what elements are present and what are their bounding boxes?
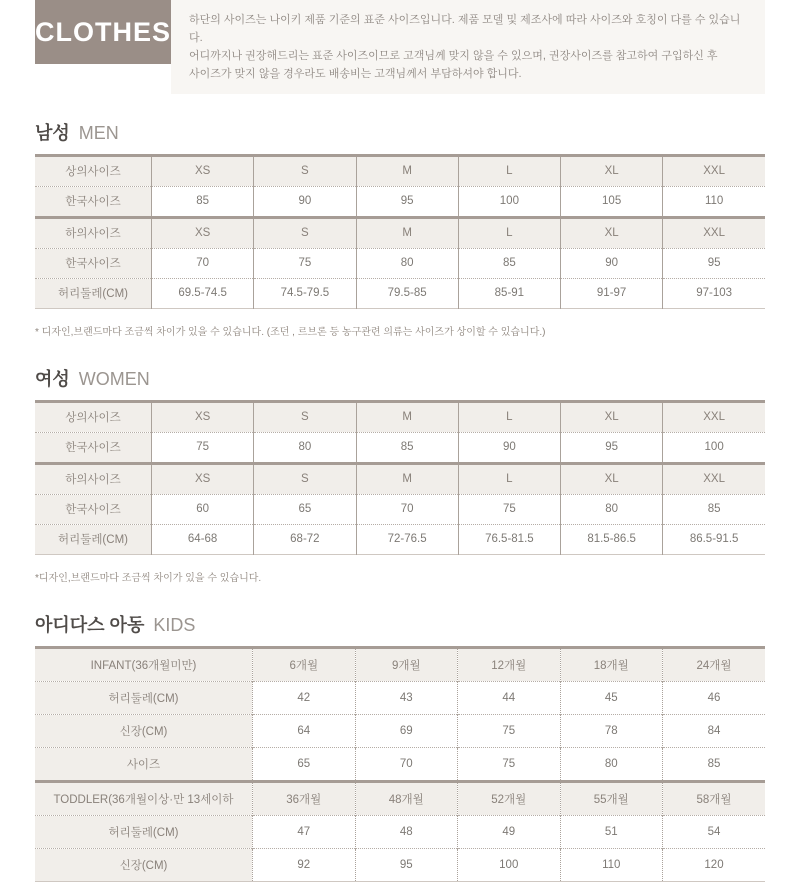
value-cell: 55개월 (560, 781, 663, 815)
value-cell: 48 (355, 815, 458, 848)
value-cell: 110 (663, 186, 765, 217)
value-cell: 58개월 (663, 781, 766, 815)
section-heading-women (35, 368, 765, 390)
section-title-ko: 아디다스 아동 (35, 614, 145, 635)
section-women (35, 368, 765, 584)
value-cell: 51 (560, 815, 663, 848)
value-cell: M (356, 463, 458, 494)
value-cell: XS (152, 401, 254, 432)
value-cell: XS (152, 217, 254, 248)
value-cell: 95 (355, 848, 458, 881)
value-cell: 42 (253, 681, 356, 714)
value-cell: XL (561, 155, 663, 186)
value-cell: 74.5-79.5 (254, 278, 356, 308)
page-title: CLOTHES (35, 16, 172, 47)
value-cell: 80 (561, 494, 663, 524)
value-cell: 80 (254, 432, 356, 463)
value-cell: 68-72 (254, 524, 356, 554)
men-footnote: * 디자인,브랜드마다 조금씩 차이가 있을 수 있습니다. (조던 , 르브론 등 농구관련 의류는 사이즈가 상이할 수 있습니다.) (35, 326, 546, 338)
size-table-row (35, 248, 765, 278)
row-label-cell: 하의사이즈 (35, 463, 152, 494)
value-cell: 85-91 (458, 278, 560, 308)
row-label-cell: 허리둘레(CM) (35, 681, 253, 714)
size-table-row (35, 647, 765, 681)
value-cell: 46 (663, 681, 766, 714)
value-cell: 64 (253, 714, 356, 747)
section-title-en: KIDS (153, 614, 196, 635)
row-label-cell: 허리둘레(CM) (35, 815, 253, 848)
row-label-cell: 한국사이즈 (35, 494, 152, 524)
women-size-table-container (35, 400, 765, 555)
size-table-row (35, 401, 765, 432)
value-cell: XXL (663, 155, 765, 186)
value-cell: XS (152, 155, 254, 186)
value-cell: 18개월 (560, 647, 663, 681)
value-cell: 70 (355, 747, 458, 781)
size-table-row (35, 217, 765, 248)
row-label-cell: 한국사이즈 (35, 248, 152, 278)
value-cell: 100 (458, 186, 560, 217)
value-cell: XL (561, 463, 663, 494)
page-header (35, 0, 765, 94)
section-title-ko: 남성 (35, 122, 70, 143)
row-label-cell: 하의사이즈 (35, 217, 152, 248)
value-cell: 95 (561, 432, 663, 463)
value-cell: M (356, 401, 458, 432)
value-cell: XL (561, 217, 663, 248)
value-cell: 65 (253, 747, 356, 781)
value-cell: XL (561, 401, 663, 432)
value-cell: 90 (254, 186, 356, 217)
value-cell: 52개월 (458, 781, 561, 815)
section-men (35, 122, 765, 338)
value-cell: 54 (663, 815, 766, 848)
value-cell: 49 (458, 815, 561, 848)
row-label-cell: 상의사이즈 (35, 401, 152, 432)
row-label-cell: 허리둘레(CM) (35, 278, 152, 308)
value-cell: 12개월 (458, 647, 561, 681)
value-cell: 100 (663, 432, 765, 463)
value-cell: 90 (458, 432, 560, 463)
clothes-title-box (35, 0, 171, 64)
row-label-cell: 허리둘레(CM) (35, 524, 152, 554)
value-cell: 65 (254, 494, 356, 524)
value-cell: L (458, 463, 560, 494)
value-cell: L (458, 155, 560, 186)
value-cell: 75 (152, 432, 254, 463)
value-cell: L (458, 217, 560, 248)
row-label-cell: 신장(CM) (35, 714, 253, 747)
section-kids (35, 614, 765, 882)
value-cell: 75 (458, 714, 561, 747)
row-label-cell: 한국사이즈 (35, 432, 152, 463)
value-cell: 105 (561, 186, 663, 217)
notice-line: 하단의 사이즈는 나이키 제품 기준의 표준 사이즈입니다. 제품 모델 및 제조사에 따라 사이즈와 호칭이 다를 수 있습니다. (189, 14, 741, 45)
size-table-row (35, 463, 765, 494)
value-cell: 85 (663, 747, 766, 781)
value-cell: 69 (355, 714, 458, 747)
row-label-cell: 사이즈 (35, 747, 253, 781)
value-cell: 70 (152, 248, 254, 278)
value-cell: 69.5-74.5 (152, 278, 254, 308)
row-label-cell: 상의사이즈 (35, 155, 152, 186)
section-title-en: MEN (78, 122, 119, 143)
size-table-row (35, 494, 765, 524)
value-cell: 70 (356, 494, 458, 524)
value-cell: M (356, 155, 458, 186)
value-cell: M (356, 217, 458, 248)
size-table-row (35, 186, 765, 217)
value-cell: 48개월 (355, 781, 458, 815)
value-cell: 9개월 (355, 647, 458, 681)
section-heading-kids (35, 614, 765, 636)
value-cell: 6개월 (253, 647, 356, 681)
value-cell: L (458, 401, 560, 432)
value-cell: 64-68 (152, 524, 254, 554)
value-cell: 80 (560, 747, 663, 781)
value-cell: 79.5-85 (356, 278, 458, 308)
value-cell: 92 (253, 848, 356, 881)
row-label-cell: TODDLER(36개월이상·만 13세이하 (35, 781, 253, 815)
size-table-row (35, 524, 765, 554)
value-cell: 24개월 (663, 647, 766, 681)
value-cell: XXL (663, 217, 765, 248)
notice-line: 어디까지나 권장해드리는 표준 사이즈이므로 고객님께 맞지 않을 수 있으며, 권장사이즈를 참고하여 구입하신 후 (189, 50, 718, 63)
value-cell: 78 (560, 714, 663, 747)
value-cell: 97-103 (663, 278, 765, 308)
women-footnote: *디자인,브랜드마다 조금씩 차이가 있을 수 있습니다. (35, 572, 262, 584)
row-label-cell: 한국사이즈 (35, 186, 152, 217)
size-table-row (35, 781, 765, 815)
row-label-cell: 신장(CM) (35, 848, 253, 881)
value-cell: S (254, 155, 356, 186)
value-cell: 43 (355, 681, 458, 714)
value-cell: 44 (458, 681, 561, 714)
value-cell: 75 (458, 747, 561, 781)
section-title-en: WOMEN (78, 368, 150, 389)
men-size-table-container (35, 154, 765, 309)
value-cell: 81.5-86.5 (561, 524, 663, 554)
value-cell: XXL (663, 401, 765, 432)
value-cell: 75 (254, 248, 356, 278)
notice-line: 사이즈가 맞지 않을 경우라도 배송비는 고객님께서 부담하셔야 합니다. (189, 68, 522, 81)
size-table-row (35, 681, 765, 714)
value-cell: 110 (560, 848, 663, 881)
value-cell: 75 (458, 494, 560, 524)
value-cell: 85 (356, 432, 458, 463)
value-cell: 47 (253, 815, 356, 848)
size-table-row (35, 714, 765, 747)
row-label-cell: INFANT(36개월미만) (35, 647, 253, 681)
size-table (35, 154, 765, 309)
value-cell: 85 (663, 494, 765, 524)
value-cell: 100 (458, 848, 561, 881)
value-cell: S (254, 217, 356, 248)
size-table-row (35, 278, 765, 308)
value-cell: 84 (663, 714, 766, 747)
size-table-row (35, 815, 765, 848)
size-table-row (35, 848, 765, 881)
kids-size-table-container (35, 646, 765, 882)
section-title-ko: 여성 (35, 368, 70, 389)
value-cell: 36개월 (253, 781, 356, 815)
size-table (35, 646, 765, 882)
value-cell: 45 (560, 681, 663, 714)
size-table-row (35, 747, 765, 781)
value-cell: 95 (663, 248, 765, 278)
size-table-row (35, 155, 765, 186)
value-cell: 95 (356, 186, 458, 217)
size-notice-panel (171, 0, 765, 94)
value-cell: 120 (663, 848, 766, 881)
size-table (35, 400, 765, 555)
value-cell: 72-76.5 (356, 524, 458, 554)
size-table-row (35, 432, 765, 463)
value-cell: 60 (152, 494, 254, 524)
value-cell: XXL (663, 463, 765, 494)
value-cell: XS (152, 463, 254, 494)
value-cell: 76.5-81.5 (458, 524, 560, 554)
value-cell: 80 (356, 248, 458, 278)
value-cell: 90 (561, 248, 663, 278)
section-heading-men (35, 122, 765, 144)
value-cell: S (254, 401, 356, 432)
value-cell: 85 (152, 186, 254, 217)
value-cell: 91-97 (561, 278, 663, 308)
value-cell: 85 (458, 248, 560, 278)
value-cell: 86.5-91.5 (663, 524, 765, 554)
value-cell: S (254, 463, 356, 494)
